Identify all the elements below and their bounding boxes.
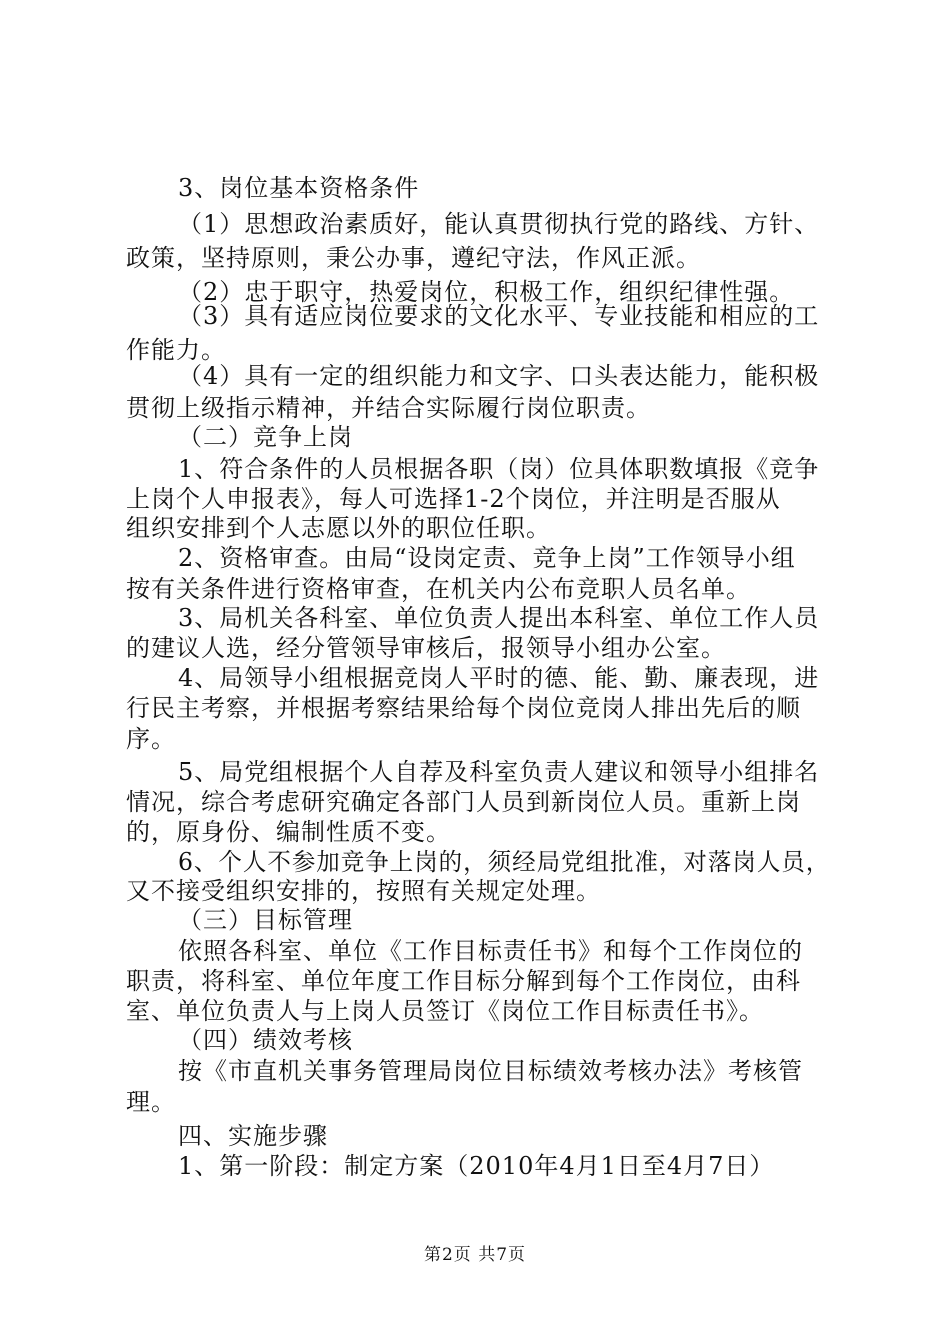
text-line: 5、局党组根据个人自荐及科室负责人建议和领导小组排名: [178, 758, 820, 786]
section-heading: （四）绩效考核: [178, 1026, 353, 1054]
text-line: 理。: [126, 1088, 176, 1116]
text-line: 1、第一阶段：制定方案（2010年4月1日至4月7日）: [178, 1152, 775, 1180]
text-line: 组织安排到个人志愿以外的职位任职。: [126, 514, 551, 542]
text-line: 行民主考察，并根据考察结果给每个岗位竞岗人排出先后的顺: [126, 694, 801, 722]
section-heading: 四、实施步骤: [178, 1122, 328, 1150]
text-line: 作能力。: [126, 336, 226, 364]
text-line: 6、个人不参加竞争上岗的，须经局党组批准，对落岗人员，: [178, 848, 831, 876]
text-line: （1）思想政治素质好，能认真贯彻执行党的路线、方针、: [178, 210, 820, 238]
text-line: 3、局机关各科室、单位负责人提出本科室、单位工作人员: [178, 604, 820, 632]
text-line: 3、岗位基本资格条件: [178, 174, 420, 202]
section-heading: （三）目标管理: [178, 906, 353, 934]
text-line: 的，原身份、编制性质不变。: [126, 818, 451, 846]
text-line: 1、符合条件的人员根据各职（岗）位具体职数填报《竞争: [178, 455, 820, 483]
text-line: 4、局领导小组根据竞岗人平时的德、能、勤、廉表现，进: [178, 664, 820, 692]
text-line: 政策，坚持原则，秉公办事，遵纪守法，作风正派。: [126, 244, 701, 272]
text-line: （4）具有一定的组织能力和文字、口头表达能力，能积极: [178, 362, 820, 390]
text-line: （2）忠于职守，热爱岗位，积极工作，组织纪律性强。: [178, 278, 795, 306]
text-line: 依照各科室、单位《工作目标责任书》和每个工作岗位的: [178, 937, 803, 965]
text-line: 又不接受组织安排的，按照有关规定处理。: [126, 877, 601, 905]
page-number-footer: 第2页 共7页: [423, 1245, 527, 1265]
text-line: 按有关条件进行资格审查，在机关内公布竞职人员名单。: [126, 575, 751, 603]
text-line: （3）具有适应岗位要求的文化水平、专业技能和相应的工: [178, 302, 820, 330]
text-line: 室、单位负责人与上岗人员签订《岗位工作目标责任书》。: [126, 997, 764, 1025]
text-line: 贯彻上级指示精神，并结合实际履行岗位职责。: [126, 394, 651, 422]
text-line: 上岗个人申报表》，每人可选择1-2个岗位，并注明是否服从: [126, 485, 781, 513]
text-line: 的建议人选，经分管领导审核后，报领导小组办公室。: [126, 634, 726, 662]
text-line: 2、资格审查。由局“设岗定责、竞争上岗”工作领导小组: [178, 544, 796, 572]
text-line: 序。: [126, 725, 176, 753]
text-line: 按《市直机关事务管理局岗位目标绩效考核办法》考核管: [178, 1057, 803, 1085]
section-heading: （二）竞争上岗: [178, 423, 353, 451]
text-line: 情况，综合考虑研究确定各部门人员到新岗位人员。重新上岗: [126, 788, 801, 816]
text-line: 职责，将科室、单位年度工作目标分解到每个工作岗位，由科: [126, 967, 801, 995]
